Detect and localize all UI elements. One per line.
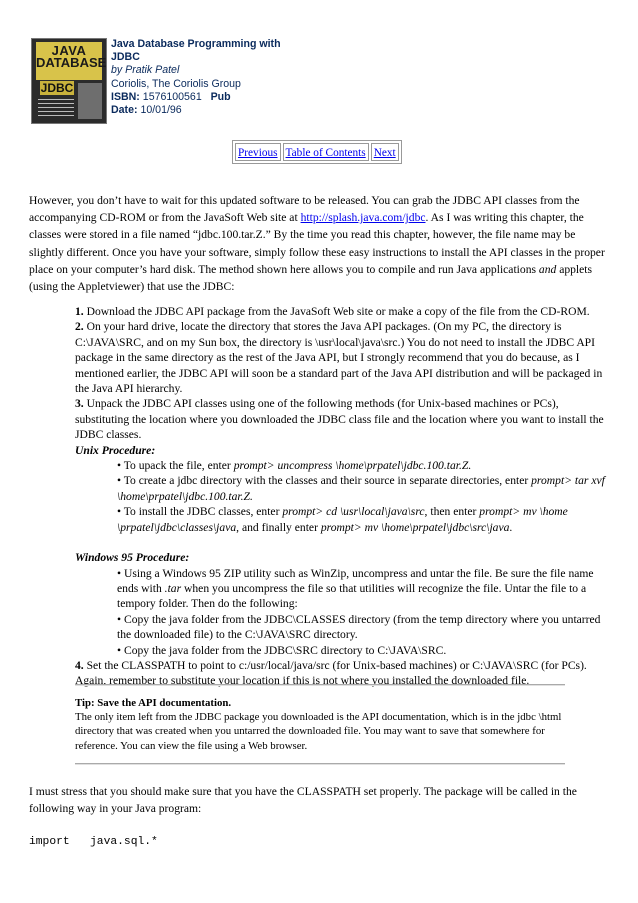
unix-bullet-3-text-c: , and finally enter (236, 520, 321, 534)
tip-body (75, 686, 565, 763)
next-link[interactable]: Next (371, 143, 399, 161)
windows-procedure-heading: Windows 95 Procedure: (75, 551, 190, 565)
intro-text-b: . As I was writing this chapter, the classes were stored in a file named “jdbc.100.tar.Z.” By the time you read this chapter, however, the file name may be slightly different. Once you have your software, simply follow these easy instructions to install the API classes in the proper place on your computer’s hard disk. The method shown here allows you to compile and run Java applications (29, 211, 605, 276)
step-4-number: 4. (75, 658, 84, 672)
isbn-label: ISBN: (111, 90, 140, 103)
unix-bullet-1-command: prompt> uncompress \home\prpatel\jdbc.100.tar.Z. (233, 459, 472, 473)
unix-bullet-3-command-1: prompt> cd \usr\local\java\src (282, 505, 425, 519)
book-cover-image (31, 38, 107, 124)
intro-text-and: and (538, 262, 557, 276)
spacer (75, 535, 610, 550)
step-3-text: Unpack the JDBC API classes using one of the following methods (for Unix-based machines or PCs), substituting the location where you downloaded the JDBC class file and the location where you want to install the JDBC classes. (75, 397, 604, 442)
book-title-line2: JDBC (111, 51, 140, 64)
book-metadata (111, 38, 281, 117)
unix-bullet-3-text-a: • To install the JDBC classes, enter (117, 505, 283, 519)
cover-text-lines (38, 99, 74, 119)
step-1-text: Download the JDBC API package from the JavaSoft Web site or make a copy of the file from the CD-ROM. (83, 305, 590, 318)
intro-paragraph (29, 192, 609, 295)
unix-bullet-3-text-b: , then enter (424, 505, 480, 519)
book-date-row (111, 104, 281, 117)
windows-bullet-2: • Copy the java folder from the JDBC\CLASSES directory (from the temp directory where you untarred the downloaded file) to the C:\JAVA\SRC directory. (117, 612, 601, 642)
cover-jdbc-label: JDBC (40, 81, 74, 95)
install-steps (75, 304, 610, 689)
step-2-text: On your hard drive, locate the directory that stores the Java API packages. (On my PC, the directory is C:\JAVA\SRC, and on my Sun box, the directory is \usr\local\java\src.) You do not need to install the JDBC API package in the same directory as the rest of the Java API, but I strongly recommend that you do because, as I mentioned earlier, the JDBC API will soon be a standard part of the Java API distribution and will be packaged in the Java API hierarchy. (75, 320, 603, 396)
step-1-number: 1. (75, 305, 84, 318)
unix-bullet-3-text-d: . (509, 520, 513, 534)
book-isbn-row (111, 91, 281, 104)
windows-bullet-1-text-a: • Using a Windows 95 ZIP utility such as WinZip, uncompress and untar the file. Be sure the file name ends with (117, 566, 594, 595)
page-navigation (232, 140, 402, 164)
step-2-number: 2. (75, 320, 84, 334)
step-2 (75, 319, 610, 396)
table-of-contents-link[interactable]: Table of Contents (283, 143, 369, 161)
cover-artwork (78, 83, 102, 119)
book-header (31, 38, 631, 128)
tip-box (75, 684, 565, 765)
step-3 (75, 396, 610, 442)
unix-bullet-3-command-3: prompt> mv \home\prpatel\jdbc\src\java (320, 520, 510, 534)
previous-link[interactable]: Previous (235, 143, 281, 161)
intro-text-c: applets (using the Appletviewer) that use the JDBC: (29, 262, 593, 294)
cover-title-line1: JAVA (51, 43, 87, 58)
date-label: Date: (111, 104, 138, 117)
unix-bullet-1-text: • To upack the file, enter (117, 459, 234, 473)
book-author: by Pratik Patel (111, 64, 180, 77)
tip-title: Tip: Save the API documentation. (75, 697, 232, 709)
windows-bullet-1-text-b: when you uncompress the file so that utilities will recognize the file. Untar the file to a tempory folder. Then do the following: (117, 581, 587, 611)
isbn-value: 1576100561 (142, 90, 202, 103)
intro-text-a: However, you don’t have to wait for this updated software to be released. You can grab the JDBC API classes from the accompanying CD-ROM or from the JavaSoft Web site at (29, 194, 580, 225)
jdbc-download-link[interactable]: http://splash.java.com/jdbc (300, 211, 426, 225)
book-title-line1: Java Database Programming with (111, 38, 281, 50)
windows-bullet-1-extension: .tar (164, 581, 182, 595)
unix-bullet-2-text: • To create a jdbc directory with the classes and their source in separate directories, enter (117, 474, 532, 488)
unix-bullet-2-command: prompt> tar xvf \home\prpatel\jdbc.100.tar.Z. (117, 474, 605, 503)
cover-title-band (36, 42, 107, 80)
windows-bullet-1 (117, 566, 610, 612)
tip-text: The only item left from the JDBC package you downloaded is the API documentation, which is in the jdbc \html directory that was created when you untarred the downloaded file. You may want to save that somewhere for reference. You can view the file using a Web browser. (75, 711, 562, 752)
unix-procedure-heading: Unix Procedure: (75, 443, 156, 457)
classpath-paragraph: I must stress that you should make sure that you have the CLASSPATH set properly. The package will be called in the following way in your Java program: (29, 785, 577, 816)
windows-bullet-3: • Copy the java folder from the JDBC\SRC directory to C:\JAVA\SRC. (117, 643, 447, 657)
import-code: import java.sql.* (29, 836, 158, 848)
unix-procedure-list (75, 458, 610, 535)
unix-bullet-3 (117, 504, 610, 535)
step-4-text: Set the CLASSPATH to point to c:/usr/local/java/src (for Unix-based machines) or C:\JAVA\SRC (for PCs). Again, remember to substitute your location if this is not where you installed the downloaded file. (75, 658, 587, 688)
unix-bullet-3-command-2: prompt> mv \home \prpatel\jdbc\classes\java (117, 505, 568, 534)
step-3-number: 3. (75, 397, 84, 411)
cover-title-line2: DATABASE (36, 55, 107, 70)
date-value: 10/01/96 (140, 104, 182, 117)
unix-bullet-1 (117, 458, 610, 473)
tip-bottom-rule (75, 763, 565, 765)
step-1 (75, 304, 610, 319)
pub-label: Pub (210, 90, 231, 103)
unix-bullet-2 (117, 473, 610, 504)
windows-procedure-list (75, 566, 610, 658)
book-publisher: Coriolis, The Coriolis Group (111, 77, 241, 90)
